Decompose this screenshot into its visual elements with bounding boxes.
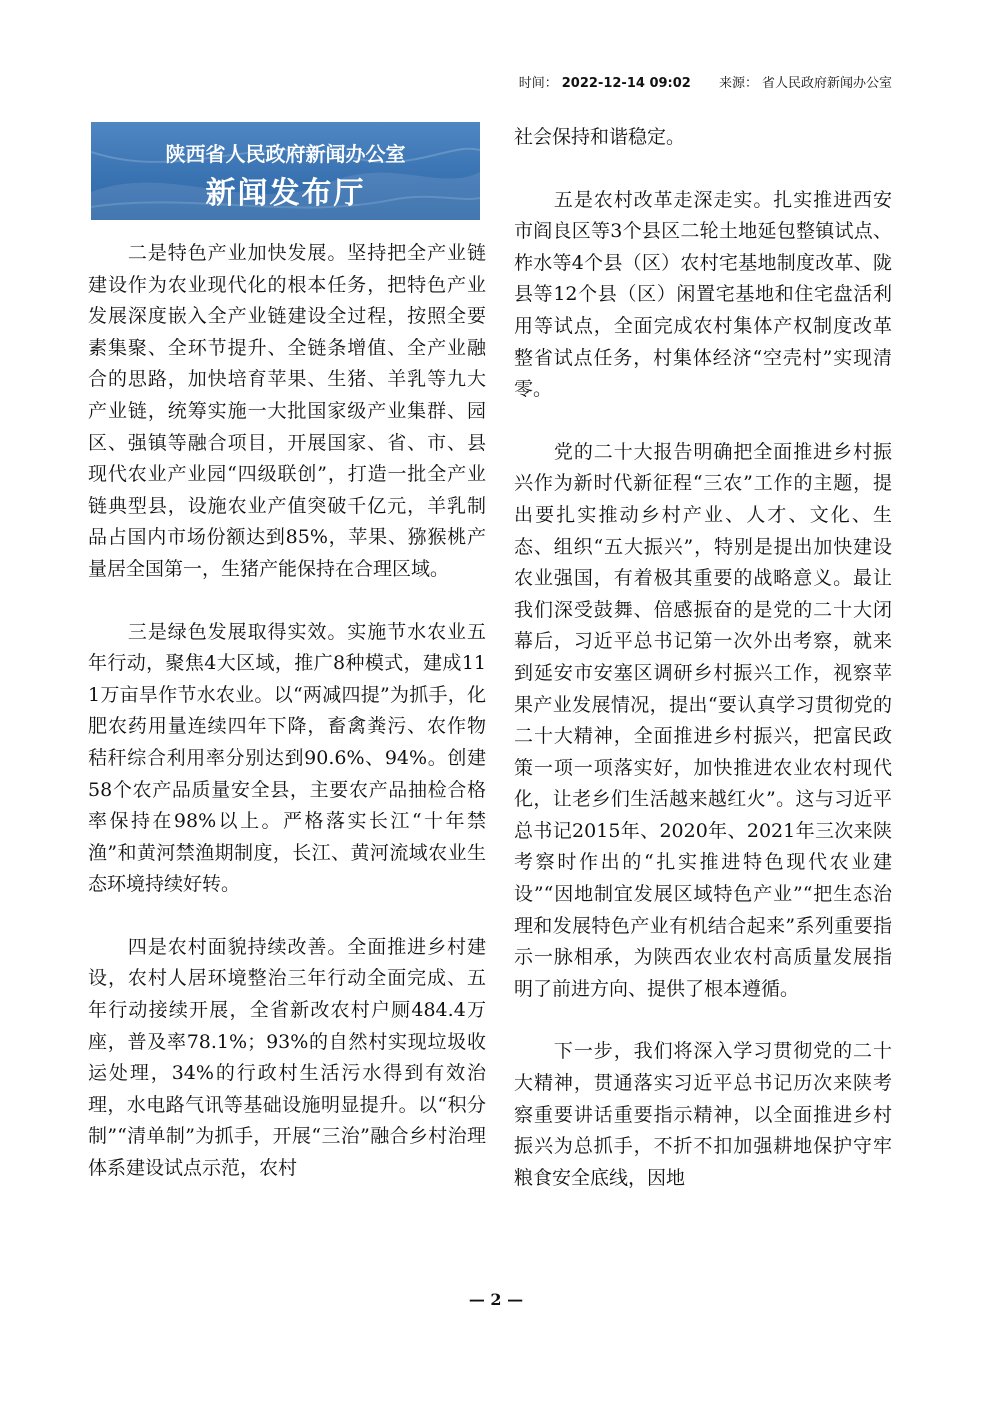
paragraph-rural-reform: 五是农村改革走深走实。扎实推进西安市阎良区等3个县区二轮土地延包整镇试点、柞水等4个县（区）农村宅基地制度改革、陇县等12个县（区）闲置宅基地和住宅盘活利用等试点，全面完成农村集体产权制度改革整省试点任务，村集体经济“空壳村”实现清零。 xyxy=(514,188,892,401)
paragraph-rural-appearance: 四是农村面貌持续改善。全面推进乡村建设，农村人居环境整治三年行动全面完成、五年行动接续开展，全省新改农村户厕484.4万座，普及率78.1%；93%的自然村实现垃圾收运处理，34%的行政村生活污水得到有效治理，水电路气讯等基础设施明显提升。以“积分制”“清单制”为抓手，开展“三治”融合乡村治理体系建设试点示范，农村 xyxy=(88,935,486,1180)
page-number: — 2 — xyxy=(468,1290,524,1309)
left-column xyxy=(88,238,486,1216)
banner-office-name: 陕西省人民政府新闻办公室 xyxy=(165,142,406,166)
paragraph-industry: 二是特色产业加快发展。坚持把全产业链建设作为农业现代化的根本任务，把特色产业发展深度嵌入全产业链建设全过程，按照全要素集聚、全环节提升、全链条增值、全产业融合的思路，加快培育苹果、生猪、羊乳等九大产业链，统筹实施一大批国家级产业集群、园区、强镇等融合项目，开展国家、省、市、县现代农业产业园“四级联创”，打造一批全产业链典型县，设施农业产值突破千亿元，羊乳制品占国内市场份额达到85%，苹果、猕猴桃产量居全国第一，生猪产能保持在合理区域。 xyxy=(88,242,486,580)
paragraph-continuation: 社会保持和谐稳定。 xyxy=(514,126,686,148)
source-value: 省人民政府新闻办公室 xyxy=(761,76,892,91)
paragraph-green-development: 三是绿色发展取得实效。实施节水农业五年行动，聚焦4大区域，推广8种模式，建成111万亩旱作节水农业。以“两减四提”为抓手，化肥农药用量连续四年下降，畜禽粪污、农作物秸秆综合利用率分别达到90.6%、94%。创建58个农产品质量安全县，主要农产品抽检合格率保持在98%以上。严格落实长江“十年禁渔”和黄河禁渔期制度，长江、黄河流域农业生态环境持续好转。 xyxy=(88,620,486,896)
paragraph-twentieth-congress: 党的二十大报告明确把全面推进乡村振兴作为新时代新征程“三农”工作的主题，提出要扎实推动乡村产业、人才、文化、生态、组织“五大振兴”，特别是提出加快建设农业强国，有着极其重要的战略意义。最让我们深受鼓舞、倍感振奋的是党的二十大闭幕后，习近平总书记第一次外出考察，就来到延安市安塞区调研乡村振兴工作，视察苹果产业发展情况，提出“要认真学习贯彻党的二十大精神，全面推进乡村振兴，把富民政策一项一项落实好，加快推进农业农村现代化，让老乡们生活越来越红火”。这与习近平总书记2015年、2020年、2021年三次来陕考察时作出的“扎实推进特色现代农业建设”“因地制宜发展区域特色产业”“把生态治理和发展特色产业有机结合起来”系列重要指示一脉相承，为陕西农业农村高质量发展指明了前进方向、提供了根本遵循。 xyxy=(514,440,892,1000)
article-meta xyxy=(519,72,896,91)
time-label: 时间： xyxy=(518,76,558,91)
publish-date: 2022-12-14 09:02 xyxy=(561,76,691,91)
paragraph-next-steps: 下一步，我们将深入学习贯彻党的二十大精神，贯通落实习近平总书记历次来陕考察重要讲话重要指示精神，以全面推进乡村振兴为总抓手，不折不扣加强耕地保护守牢粮食安全底线，因地 xyxy=(514,1040,892,1189)
banner-hall-name: 新闻发布厅 xyxy=(205,176,366,211)
press-hall-banner xyxy=(91,122,480,220)
source-label: 来源： xyxy=(718,76,758,91)
right-column xyxy=(514,122,892,1225)
